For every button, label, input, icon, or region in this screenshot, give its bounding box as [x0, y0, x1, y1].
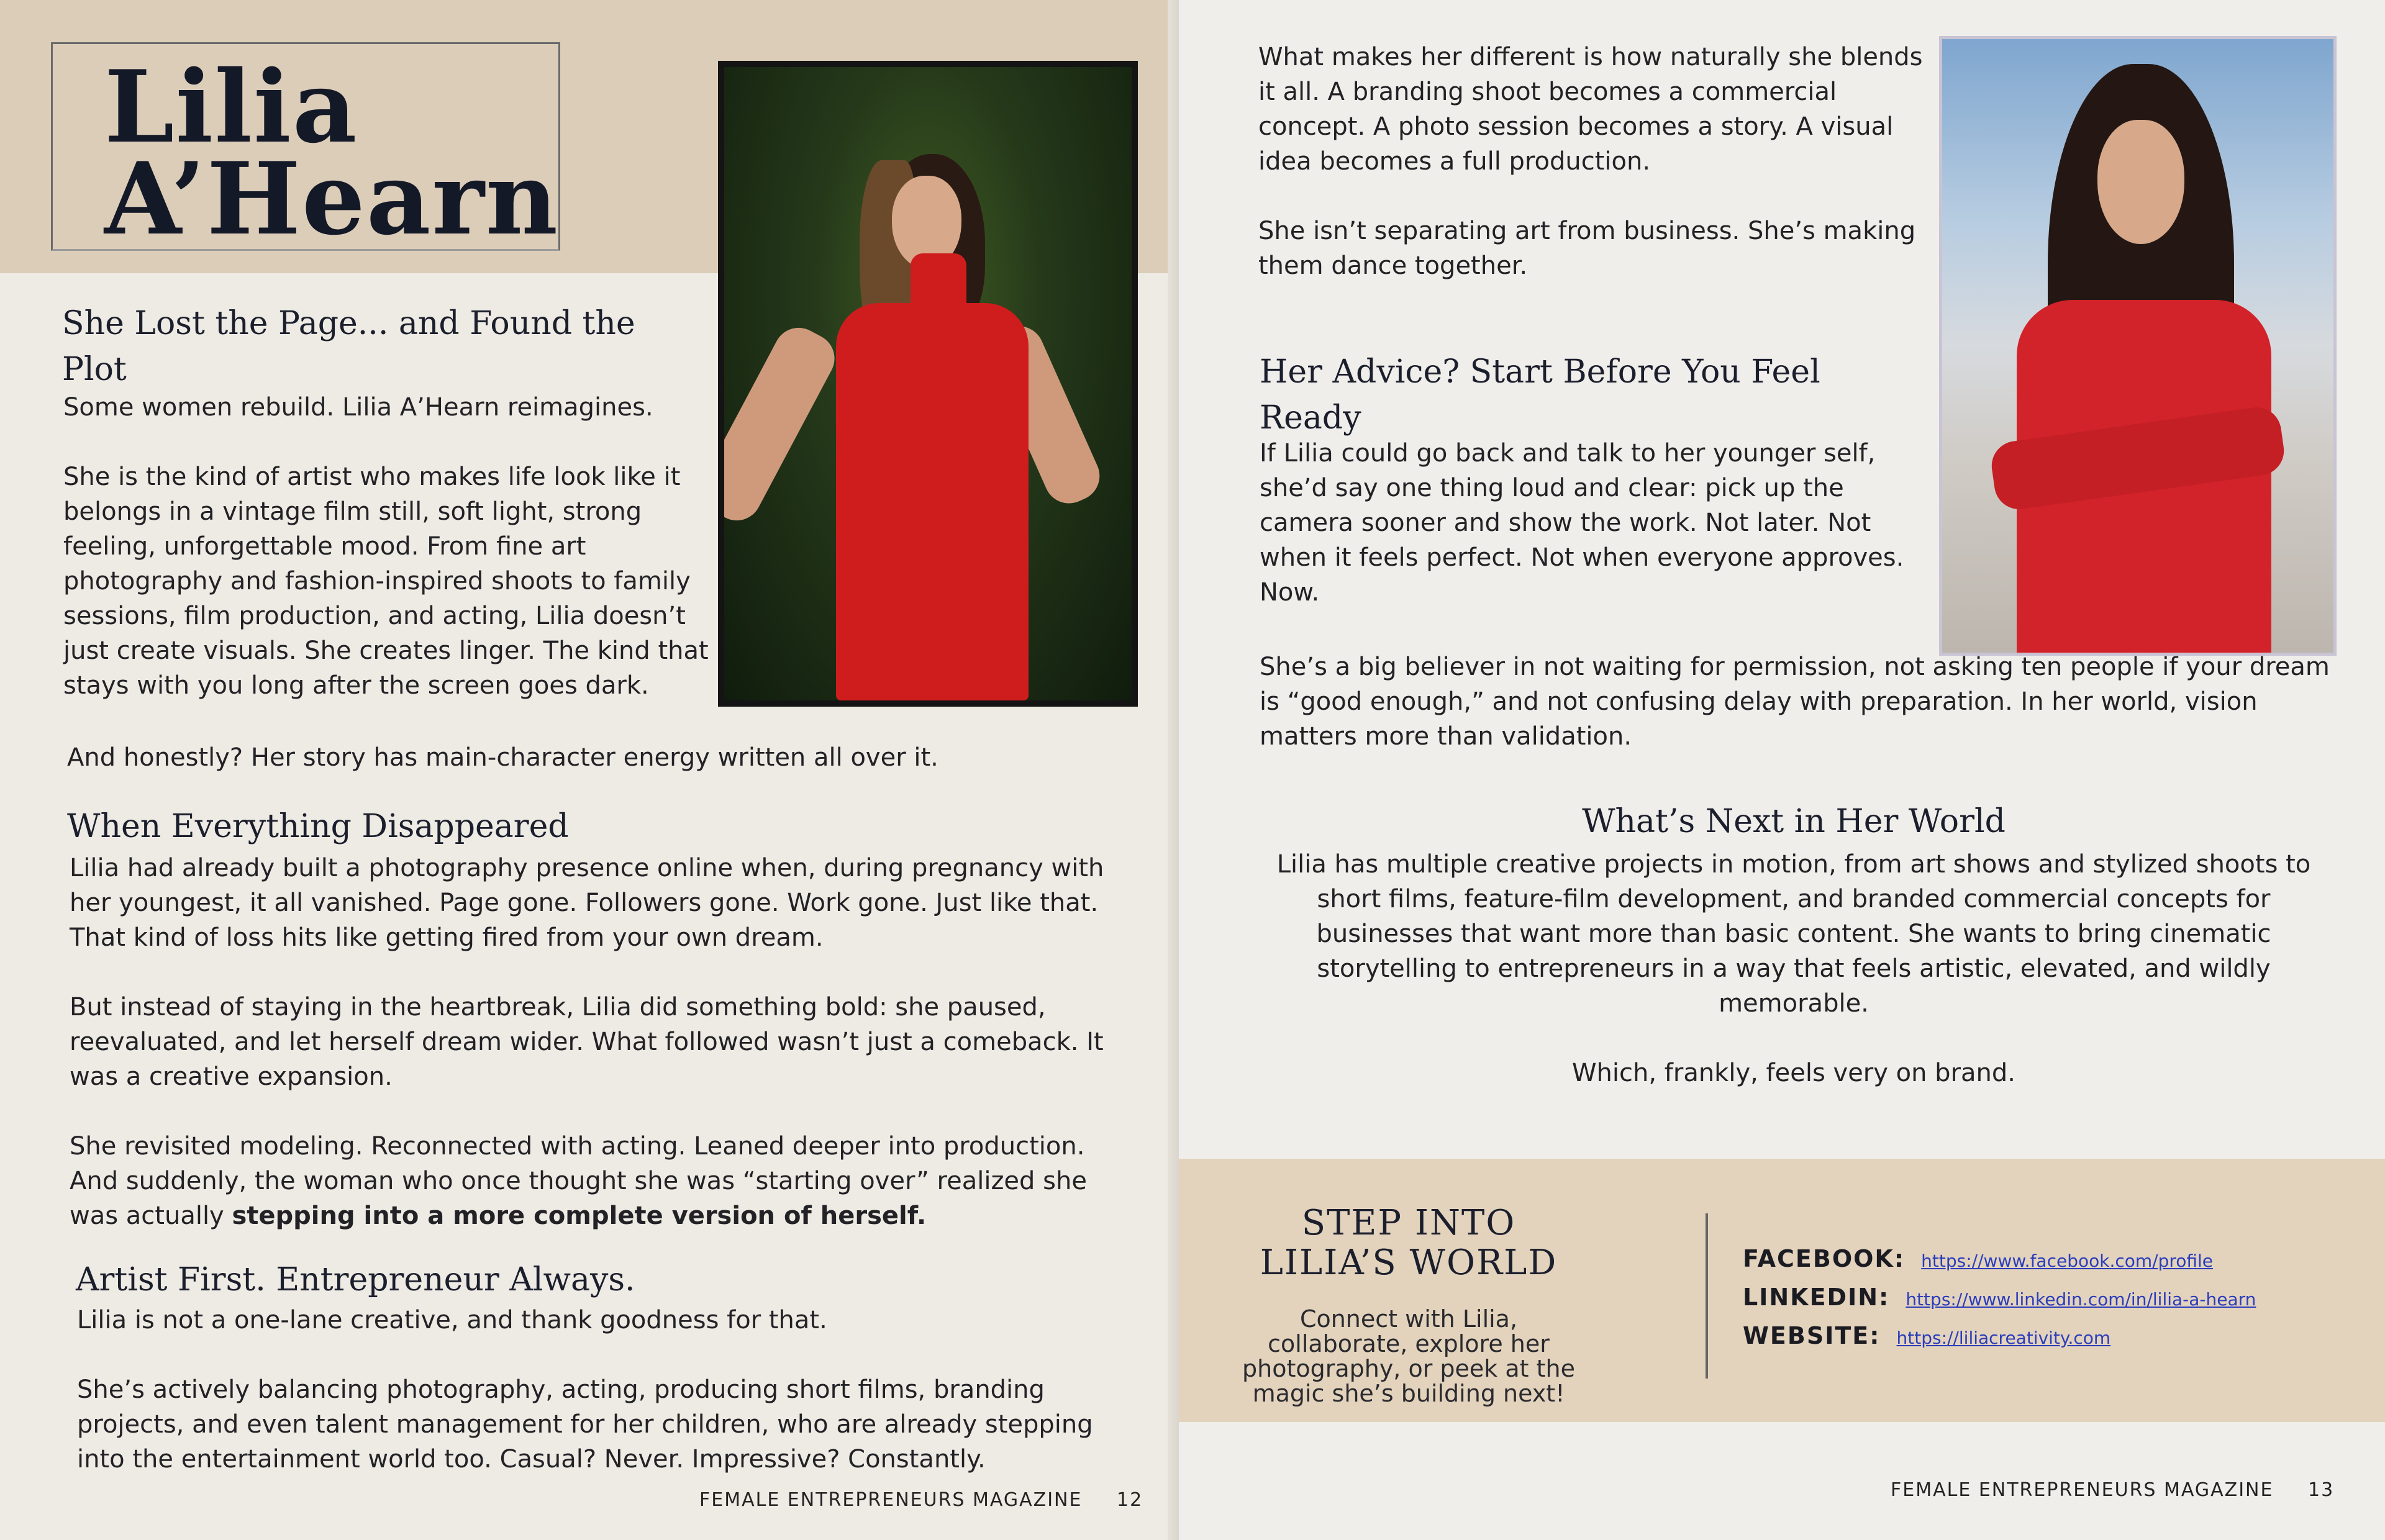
cta-title: STEP INTO LILIA’S WORLD [1260, 1203, 1558, 1283]
paragraph: Which, frankly, feels very on brand. [1572, 1059, 2015, 1087]
section-heading-whats-next: What’s Next in Her World [1582, 803, 2006, 840]
paragraph: She is the kind of artist who makes life look like it belongs in a vintage film still, soft light, strong feeling, unforgettable mood. From fine art photography and fashion-inspired shoots to family sessions, film production, and acting, Lilia doesn’t just create visuals. She creates linger. The kind that stays with you long after the screen goes dark. [63, 463, 709, 700]
facebook-link[interactable]: https://www.facebook.com/profile [1921, 1251, 2214, 1271]
magazine-name: FEMALE ENTREPRENEURS MAGAZINE [1891, 1479, 2274, 1501]
paragraph: Lilia had already built a photography presence online when, during pregnancy with her youngest, it all vanished. Page gone. Followers gone. Work gone. Just like that. That kind of loss hits like getting fired from your own dream. [70, 854, 1104, 952]
page-number: 12 [1117, 1489, 1143, 1511]
article-title-line-2: A’Hearn [104, 140, 560, 257]
page-number: 13 [2308, 1479, 2335, 1501]
section-heading-lost-the-page: She Lost the Page... and Found the Plot [62, 305, 635, 388]
paragraph: What makes her different is how naturally she blends it all. A branding shoot becomes a commercial concept. A photo session becomes a story. A visual idea becomes a full production. [1258, 43, 1923, 176]
link-label: LINKEDIN: [1743, 1284, 1890, 1311]
link-row-facebook [1743, 1239, 2256, 1278]
portrait-photo-red-lace-dress-outdoors [1939, 36, 2337, 656]
article-title-line-1: Lilia [104, 48, 358, 165]
section-heading-artist-first: Artist First. Entrepreneur Always. [76, 1261, 635, 1298]
section-body-intro [1258, 40, 1929, 283]
link-label: FACEBOOK: [1743, 1245, 1906, 1272]
bold-phrase: stepping into a more complete version of herself. [232, 1202, 927, 1230]
section-body-advice-2: She’s a big believer in not waiting for permission, not asking ten people if your dream is “good enough,” and not confusing delay with preparation. In her world, vision matters more than validation. [1260, 653, 2330, 751]
page-footer-left [699, 1489, 1143, 1511]
link-label: WEBSITE: [1743, 1322, 1881, 1349]
section-body-advice-1: If Lilia could go back and talk to her younger self, she’d say one thing loud and clear: pick up the camera sooner and show the work. Not later. Not when it feels perfect. Not when everyone approves. Now. [1260, 439, 1904, 607]
paragraph: She isn’t separating art from business. She’s making them dance together. [1258, 217, 1916, 280]
section-heading-advice: Her Advice? Start Before You Feel Ready [1260, 353, 1820, 437]
paragraph [70, 1129, 1119, 1233]
right-page [1179, 0, 2385, 1540]
page-footer-right [1891, 1479, 2334, 1501]
paragraph: Lilia has multiple creative projects in motion, from art shows and stylized shoots to short films, feature-film development, and branded commercial concepts for businesses that want more than basic content. She wants to bring cinematic storytelling to entrepreneurs in a way that feels artistic, elevated, and wildly memorable. [1276, 850, 2311, 1018]
link-row-website [1743, 1316, 2256, 1355]
magazine-name: FEMALE ENTREPRENEURS MAGAZINE [699, 1489, 1083, 1511]
cta-divider [1706, 1213, 1708, 1379]
left-page [0, 0, 1179, 1540]
section-body-whats-next [1247, 847, 2340, 1090]
paragraph: But instead of staying in the heartbreak, Lilia did something bold: she paused, reevaluated, and let herself dream wider. What followed wasn’t just a comeback. It was a creative expansion. [70, 993, 1104, 1091]
portrait-photo-red-dress-greenery [718, 61, 1138, 707]
cta-panel [1179, 1159, 2385, 1422]
linkedin-link[interactable]: https://www.linkedin.com/in/lilia-a-hearn [1906, 1289, 2256, 1310]
paragraph: Some women rebuild. Lilia A’Hearn reimagines. [63, 393, 653, 422]
section-body-everything-disappeared [70, 851, 1119, 1233]
link-row-linkedin [1743, 1278, 2256, 1316]
cta-description: Connect with Lilia, collaborate, explore her photography, or peek at the magic she’s building next! [1242, 1305, 1576, 1407]
paragraph-text: She revisited modeling. Reconnected with acting. Leaned deeper into production. And suddenly, the woman who once thought she was “starting over” realized she was actually [70, 1132, 1087, 1230]
section-body-artist-first [77, 1303, 1108, 1477]
paragraph: She’s actively balancing photography, acting, producing short films, branding projects, and even talent management for her children, who are already stepping into the entertainment world too. Casual? Never. Impressive? Constantly. [77, 1375, 1093, 1474]
section-body-lost-the-page [63, 390, 722, 703]
social-links [1743, 1239, 2256, 1355]
section-heading-everything-disappeared: When Everything Disappeared [67, 808, 569, 845]
paragraph: Lilia is not a one-lane creative, and thank goodness for that. [77, 1306, 827, 1334]
paragraph: And honestly? Her story has main-character energy written all over it. [67, 743, 938, 772]
website-link[interactable]: https://liliacreativity.com [1896, 1328, 2111, 1348]
